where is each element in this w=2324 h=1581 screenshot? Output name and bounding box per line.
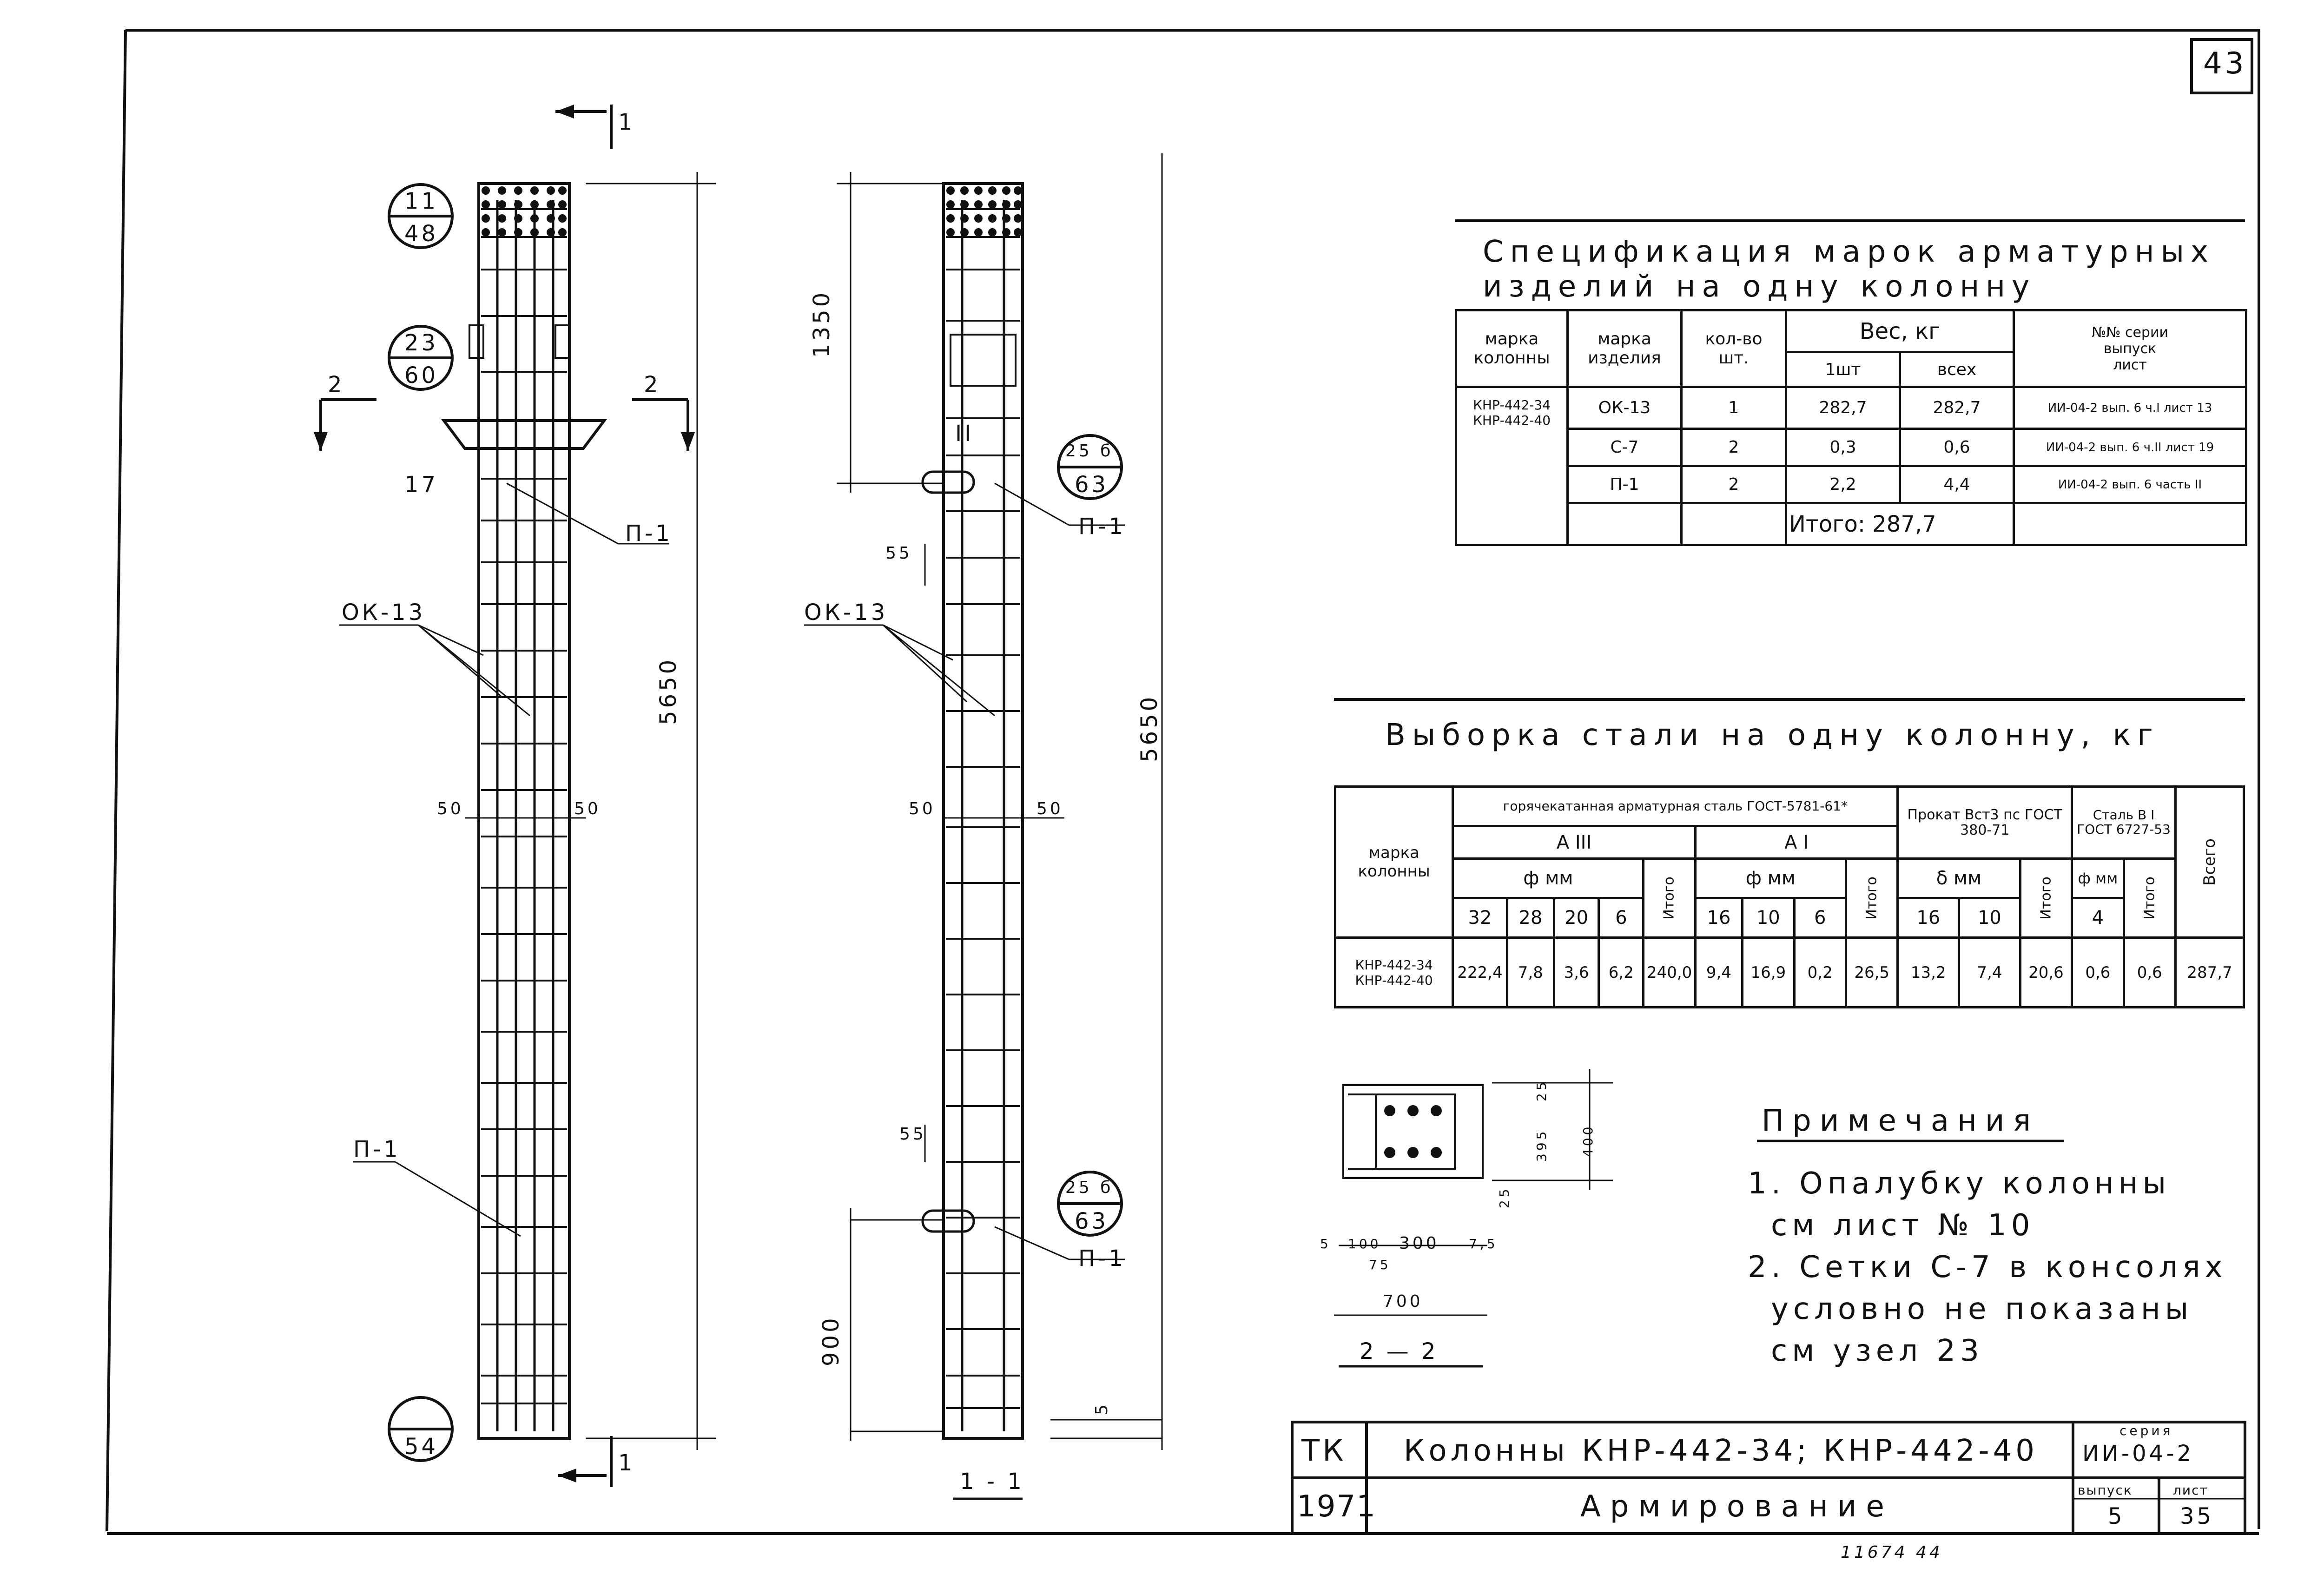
steel-header-thickness: δ мм — [1898, 859, 2020, 898]
label-p1: П-1 — [625, 520, 673, 547]
footer-code: 11674 44 — [1841, 1543, 1943, 1562]
spec-cell-w-all: 0,6 — [1900, 429, 2014, 466]
dim-300: 300 — [1399, 1234, 1439, 1253]
left-leaders — [339, 483, 669, 1236]
spec-cell-qty: 1 — [1682, 387, 1786, 429]
dim-5650: 5650 — [655, 657, 681, 725]
dim-395: 395 — [1534, 1128, 1549, 1162]
section-2-2-drawing — [1334, 1069, 1613, 1366]
steel-diam: 10 — [1959, 898, 2020, 938]
steel-cell: 0,6 — [2124, 938, 2175, 1008]
steel-header-prokat: Прокат Вст3 пс ГОСТ 380-71 — [1898, 787, 2072, 859]
steel-cell: 0,6 — [2072, 938, 2124, 1008]
steel-cell: 240,0 — [1644, 938, 1695, 1008]
label-roman-ii: II — [955, 421, 974, 447]
callout-top-number: 25 б — [1065, 441, 1114, 461]
callout-top-number: 11 — [404, 188, 439, 214]
steel-header-mark: марка колонны — [1335, 787, 1453, 938]
section-1-marks — [555, 105, 611, 1487]
spec-title-line2: изделий на одну колонну — [1483, 270, 2036, 304]
spec-cell-w-all: 282,7 — [1900, 387, 2014, 429]
title-subtitle: Армирование — [1580, 1489, 1894, 1524]
spec-cell-qty: 2 — [1682, 429, 1786, 466]
steel-cell: 6,2 — [1599, 938, 1644, 1008]
spec-cell-ref: ИИ-04-2 вып. 6 ч.II лист 19 — [2014, 429, 2246, 466]
steel-diam: 16 — [1898, 898, 1959, 938]
note-line: 2. Сетки С-7 в консолях — [1748, 1250, 2227, 1285]
frame-left — [107, 30, 125, 1531]
steel-cell: 7,8 — [1507, 938, 1554, 1008]
section-arrows — [314, 105, 695, 1482]
spec-cell-qty: 2 — [1682, 466, 1786, 503]
dim-400: 400 — [1580, 1124, 1596, 1157]
section-mark: 1 — [618, 1450, 635, 1476]
steel-cell: 13,2 — [1898, 938, 1959, 1008]
spec-cell-item: П-1 — [1568, 466, 1682, 503]
spec-cell-ref: ИИ-04-2 вып. 6 ч.I лист 13 — [2014, 387, 2246, 429]
steel-cell: 222,4 — [1453, 938, 1507, 1008]
spec-cell-ref: ИИ-04-2 вып. 6 часть II — [2014, 466, 2246, 503]
section-label-2-2: 2 — 2 — [1360, 1338, 1439, 1364]
dim-700: 700 — [1383, 1292, 1423, 1311]
title-issue-label: выпуск — [2078, 1482, 2133, 1498]
callout-top-number: 23 — [404, 330, 439, 356]
title-sheet-label: лист — [2173, 1482, 2208, 1498]
spec-table — [1455, 309, 2247, 546]
spec-header-weight: Вес, кг — [1786, 310, 2014, 352]
right-ties — [946, 209, 1020, 1408]
right-callout-circles — [1058, 435, 1122, 1235]
label-p1: П-1 — [353, 1136, 401, 1162]
steel-table — [1334, 785, 2245, 1008]
steel-diam: 32 — [1453, 898, 1507, 938]
note-line: см лист № 10 — [1771, 1208, 2035, 1243]
steel-cell: 9,4 — [1695, 938, 1742, 1008]
title-year: 1971 — [1297, 1489, 1376, 1524]
steel-header-dia: ф мм — [1453, 859, 1644, 898]
steel-cell: 287,7 — [2175, 938, 2244, 1008]
spec-cell-empty — [1568, 503, 1682, 545]
steel-header-hot: горячекатанная арматурная сталь ГОСТ-5781-61* — [1453, 787, 1898, 826]
label-ok13: ОК-13 — [342, 599, 426, 626]
title-sheet: 35 — [2180, 1503, 2214, 1529]
note-line: см узел 23 — [1771, 1334, 1984, 1368]
steel-diam: 6 — [1599, 898, 1644, 938]
steel-cell: 16,9 — [1743, 938, 1794, 1008]
section-mark: 2 — [328, 372, 345, 398]
label-ok13: ОК-13 — [804, 599, 888, 626]
callout-bottom-number: 48 — [404, 221, 439, 247]
spec-column-marks: КНР-442-34 КНР-442-40 — [1456, 387, 1568, 545]
title-series-label: серия — [2119, 1423, 2173, 1438]
dim-55: 55 — [885, 544, 912, 563]
section-label-1-1: 1 - 1 — [960, 1469, 1024, 1495]
spec-cell-item: ОК-13 — [1568, 387, 1682, 429]
spec-header-qty: кол-во шт. — [1682, 310, 1786, 387]
spec-cell-w-all: 4,4 — [1900, 466, 2014, 503]
steel-header-stal: Сталь В I ГОСТ 6727-53 — [2072, 787, 2176, 859]
dim-1350: 1350 — [809, 290, 835, 358]
dim-5: 5 — [1092, 1402, 1111, 1415]
steel-title: Выборка стали на одну колонну, кг — [1385, 718, 2159, 752]
steel-header-a1: А I — [1695, 826, 1898, 859]
dim-50: 50 — [437, 799, 464, 818]
dim-55: 55 — [899, 1125, 926, 1144]
steel-header-itogo: Итого — [2020, 859, 2072, 938]
steel-header-dia: ф мм — [2072, 859, 2124, 898]
spec-header-item-mark: марка изделия — [1568, 310, 1682, 387]
dim-25: 25 — [1497, 1186, 1512, 1208]
steel-cell: 26,5 — [1846, 938, 1897, 1008]
spec-cell-empty — [2014, 503, 2246, 545]
spec-cell-empty — [1682, 503, 1786, 545]
steel-header-itogo: Итого — [2124, 859, 2175, 938]
steel-row-marks: КНР-442-34 КНР-442-40 — [1335, 938, 1453, 1008]
label-p1: П-1 — [1078, 1245, 1126, 1271]
callout-top-number: 17 — [404, 472, 439, 498]
steel-diam: 4 — [2072, 898, 2124, 938]
dim-25: 25 — [1534, 1079, 1549, 1101]
steel-cell: 7,4 — [1959, 938, 2020, 1008]
title-tk: ТК — [1301, 1434, 1347, 1468]
label-p1: П-1 — [1078, 514, 1126, 540]
spec-cell-w-one: 282,7 — [1786, 387, 1900, 429]
title-issue: 5 — [2108, 1503, 2125, 1529]
title-name: Колонны КНР-442-34; КНР-442-40 — [1404, 1434, 2038, 1468]
steel-diam: 16 — [1695, 898, 1742, 938]
spec-cell-item: С-7 — [1568, 429, 1682, 466]
dim-100: 100 — [1348, 1236, 1381, 1252]
dim-50: 50 — [909, 799, 936, 818]
callout-bottom-number: 63 — [1075, 472, 1109, 498]
spec-cell-w-one: 2,2 — [1786, 466, 1900, 503]
callout-bottom-number: 63 — [1075, 1208, 1109, 1234]
dim-50: 50 — [1037, 799, 1063, 818]
note-line: условно не показаны — [1771, 1292, 2193, 1326]
section-mark: 2 — [644, 372, 661, 398]
callout-bottom-number: 60 — [404, 362, 439, 389]
right-hooks — [923, 472, 974, 1232]
dim-50: 50 — [574, 799, 601, 818]
page-number: 43 — [2203, 46, 2247, 81]
spec-header-w-one: 1шт — [1786, 352, 1900, 387]
steel-cell: 20,6 — [2020, 938, 2072, 1008]
dim-75: 75 — [1369, 1257, 1391, 1272]
notes-title: Примечания — [1762, 1104, 2039, 1138]
note-line: 1. Опалубку колонны — [1748, 1166, 2171, 1201]
callout-top-number: 25 б — [1065, 1178, 1114, 1197]
dim-7-5: 7,5 — [1469, 1236, 1498, 1252]
steel-header-dia: ф мм — [1695, 859, 1846, 898]
steel-cell: 3,6 — [1554, 938, 1598, 1008]
steel-diam: 6 — [1794, 898, 1846, 938]
section-2-marks — [321, 400, 688, 451]
spec-header-col-mark: марка колонны — [1456, 310, 1568, 387]
spec-title-line1: Спецификация марок арматурных — [1483, 235, 2215, 269]
steel-diam: 28 — [1507, 898, 1554, 938]
steel-cell: 0,2 — [1794, 938, 1846, 1008]
dim-900: 900 — [818, 1315, 844, 1366]
steel-header-itogo: Итого — [1644, 859, 1695, 938]
column-section-1-1 — [944, 184, 1023, 1438]
steel-diam: 20 — [1554, 898, 1598, 938]
steel-header-total: Всего — [2175, 787, 2244, 938]
callout-bottom-number: 54 — [404, 1434, 439, 1460]
steel-header-a3: А III — [1453, 826, 1696, 859]
spec-total: Итого: 287,7 — [1786, 503, 2014, 545]
steel-header-itogo: Итого — [1846, 859, 1897, 938]
steel-diam: 10 — [1743, 898, 1794, 938]
section-mark: 1 — [618, 109, 635, 135]
spec-header-series: №№ серии выпуск лист — [2014, 310, 2246, 387]
title-series: ИИ-04-2 — [2082, 1441, 2194, 1467]
dim-5: 5 — [1320, 1236, 1331, 1252]
spec-cell-w-one: 0,3 — [1786, 429, 1900, 466]
column-elevation-left — [418, 184, 604, 1581]
dim-5650: 5650 — [1136, 694, 1162, 762]
spec-header-w-all: всех — [1900, 352, 2014, 387]
